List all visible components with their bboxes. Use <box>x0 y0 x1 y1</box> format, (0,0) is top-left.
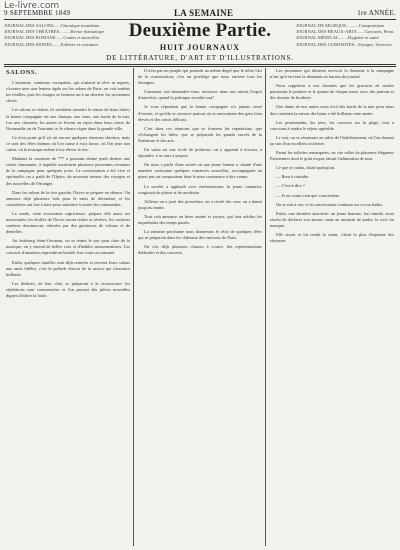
journal-entry: JOURNAL DES THÉÂTRES..........Revue dramatique <box>4 29 105 35</box>
paragraph: Dans les salons de la rive gauche, l'hiver se prépare en silence. On annonce déjà plusieurs bals pour le mois de décembre, et les couturières ont fort à faire pour satisfaire à toutes les commandes. <box>6 189 130 207</box>
column-separator <box>133 68 134 546</box>
paragraph: Les théâtres, de leur côté, se préparent à la réouverture; les répétitions sont commencées et l'on promet des pièces nouvelles dignes d'attirer la foule. <box>6 280 130 298</box>
paragraph: Les promenades, les jeux, les concerts sur la plage, tout a concouru à rendre le séjour agréable. <box>270 119 394 131</box>
top-line <box>4 9 396 19</box>
paragraph: Comment, me demandez-vous, retrouver dans nos salons l'esprit d'autrefois, quand la politique envahit tout? <box>138 89 262 101</box>
paragraph: Une dame de nos amies nous écrit des bords de la mer pour nous dire combien la saison des bains a été brillante cette année. <box>270 104 394 116</box>
paragraph: Au faubourg Saint-Germain, on se réunit le soir pour faire de la musique; on y entend de belles voix et d'habiles instrumentistes. Les concerts d'amateurs reprendront bientôt leur cours accoutumé. <box>6 238 130 256</box>
paragraph: Enfin, quelques familles sont déjà rentrées et ouvrent leurs salons aux amis fidèles; c'est le prélude discret de la saison qui s'annonce brillante. <box>6 259 130 277</box>
journal-entry: JOURNAL DE MUSIQUE...........Compositions <box>296 23 385 28</box>
paragraph: L'automne, vaniteuse corruption, qui n'attend ni rêve ni regrets, s'avance avec une lenteur égale sur les salons de Paris; on voit tomber les feuilles, puis les visages se ferment un à un derrière les persiennes closes. <box>6 80 130 104</box>
dialogue-line: — Je ne crains rien que vous-même. <box>276 192 341 198</box>
page-title: Deuxième Partie. <box>128 20 272 41</box>
paragraph: On cite déjà plusieurs chasses à courre, des représentations théâtrales et des concerts. <box>138 244 262 256</box>
paragraph: Madame la comtesse de *** a pourtant donné jeudi dernier une soirée charmante, à laquelle assistaient plusieurs personnes revenues de la campagne pour quelques jours. La conversation a été vive et spirituelle; on a parlé de l'Opéra, du nouveau roman, des voyages et des nouvelles de l'étranger. <box>6 156 130 186</box>
paragraph: Enfin, une dernière anecdote: un jeune homme, fort timide, avait résolu de déclarer son amour; mais au moment de parler, la voix lui manqua. <box>270 210 394 228</box>
paragraph: Tout cela annonce un hiver animé et joyeux, qui fera oublier les inquiétudes des temps passés. <box>138 213 262 225</box>
column-2 <box>138 68 262 546</box>
paragraph: Les personnes qui désirent recevoir la Semaine à la campagne n'ont qu'à en faire la demande au bureau du journal. <box>270 68 394 80</box>
paragraph: Parmi les toilettes remarquées, on cite celles de plusieurs élégantes Parisiennes dont le goût exquis faisait l'admiration de tous. <box>270 150 394 162</box>
dialogue-line: — Rien à craindre. <box>276 174 310 180</box>
paragraph: Un salon est une école de politesse; on y apprend à écouter, à répondre, à se taire à propos. <box>138 147 262 159</box>
journal-entry: JOURNAL DES ROMANS.......Contes et nouvelles <box>4 35 100 41</box>
column-separator <box>265 68 266 546</box>
subtitle-litterature: DE LITTÉRATURE, D'ART ET D'ILLUSTRATIONS. <box>106 54 294 62</box>
masthead: LA SEMAINE <box>174 8 234 18</box>
paragraph: Le soir, on se réunissait au salon de l'établissement, où l'on dansait au son d'un excellent orchestre. <box>270 134 394 146</box>
journal-entry: JOURNAL MÉDICAL........Hygiène et santé <box>296 35 379 41</box>
journal-entry: JOURNAL DES MODES.......Toilettes et costumes <box>4 41 99 47</box>
header-rule <box>4 64 396 67</box>
paragraph: La semaine prochaine nous donnerons le récit de quelques fêtes qui se préparent dans les châteaux des environs de Paris. <box>138 229 262 241</box>
right-journal-list <box>296 23 396 48</box>
journal-entry: JOURNAL DES CURIOSITÉS...Voyages, Sciences <box>296 41 392 47</box>
column-3 <box>270 68 394 546</box>
paragraph: Je vous répondrai que la bonne compagnie n'a jamais cessé d'exister, et qu'elle se retrouve partout où se rencontrent des gens bien élevés et des cœurs délicats. <box>138 104 262 122</box>
dialogue-line: — C'est-à-dire ? <box>276 183 305 189</box>
section-heading: SALONS. <box>6 69 38 76</box>
subtitle-huit-journaux: HUIT JOURNAUX <box>159 43 241 52</box>
paragraph: Ailleurs on a joué des proverbes; on a récité des vers; on a dansé jusqu'au matin. <box>138 198 262 210</box>
paragraph: On nous a parlé d'une soirée où une jeune femme a chanté d'une manière ravissante quelques romances nouvelles, accompagnée au piano par un compositeur dont le nom commence à être connu. <box>138 162 262 180</box>
journal-entry: JOURNAL DES SALONS......Chronique mondaine, <box>4 23 101 28</box>
watermark: Le-livre.com <box>4 1 60 11</box>
left-journal-list <box>4 23 114 48</box>
paragraph: Ce que je crains, disait quelqu'un, <box>276 165 336 171</box>
paragraph: Elle sourit et lui tendit la main; c'était la plus éloquente des réponses. <box>270 231 394 244</box>
paragraph: La société a applaudi avec enthousiasme; la jeune cantatrice rougissait de plaisir et de modestie. <box>138 183 262 195</box>
column-1 <box>6 68 130 546</box>
paragraph: La mode, cette souveraine capricieuse, prépare elle aussi ses nouveautés; les étoffes de l'hiver seront riches et sévères, les couleurs sombres domineront, relevées par des garnitures de velours et de dentelles. <box>6 210 130 235</box>
journal-entry: JOURNAL DES BEAUX-ARTS.......Gravures, Peint. <box>296 29 395 35</box>
issue-year: 1re ANNÉE. <box>357 9 396 17</box>
paragraph: C'est dans ces réunions que se forment les réputations, que s'échangent les idées, que se préparent les grands succès de la littérature et des arts. <box>138 125 262 143</box>
paragraph: Nous rappelons à nos abonnés que les gravures de modes paraissent le premier et le quinze de chaque mois, avec des patrons et des dessins de broderie. <box>270 83 394 101</box>
issue-date: 9 SEPTEMBRE 1849 <box>4 9 71 17</box>
paragraph: Il n'est pas un peuple qui possède au même degré que le nôtre l'art de la conversation; c'est un privilège que nous envient tous les étrangers. <box>138 68 262 86</box>
paragraph: On se mit à rire, et la conversation continua sur ce ton badin. <box>276 201 383 207</box>
paragraph: Ce n'est point qu'il n'y ait encore quelques réunions choisies; mais ce sont des fêtes intimes où l'on cause à voix basse, où l'on joue aux cartes, où la musique même n'ose élever le ton. <box>6 134 130 153</box>
paragraph: Les salons se vident, ils semblent attendre le retour de leurs hôtes; la bonne compagnie est aux champs, aux eaux, aux bords de la mer. Les uns chassent, les autres se livrent au repos dans leurs terres de Normandie ou de Touraine, et le silence règne dans la grande ville. <box>6 107 130 131</box>
